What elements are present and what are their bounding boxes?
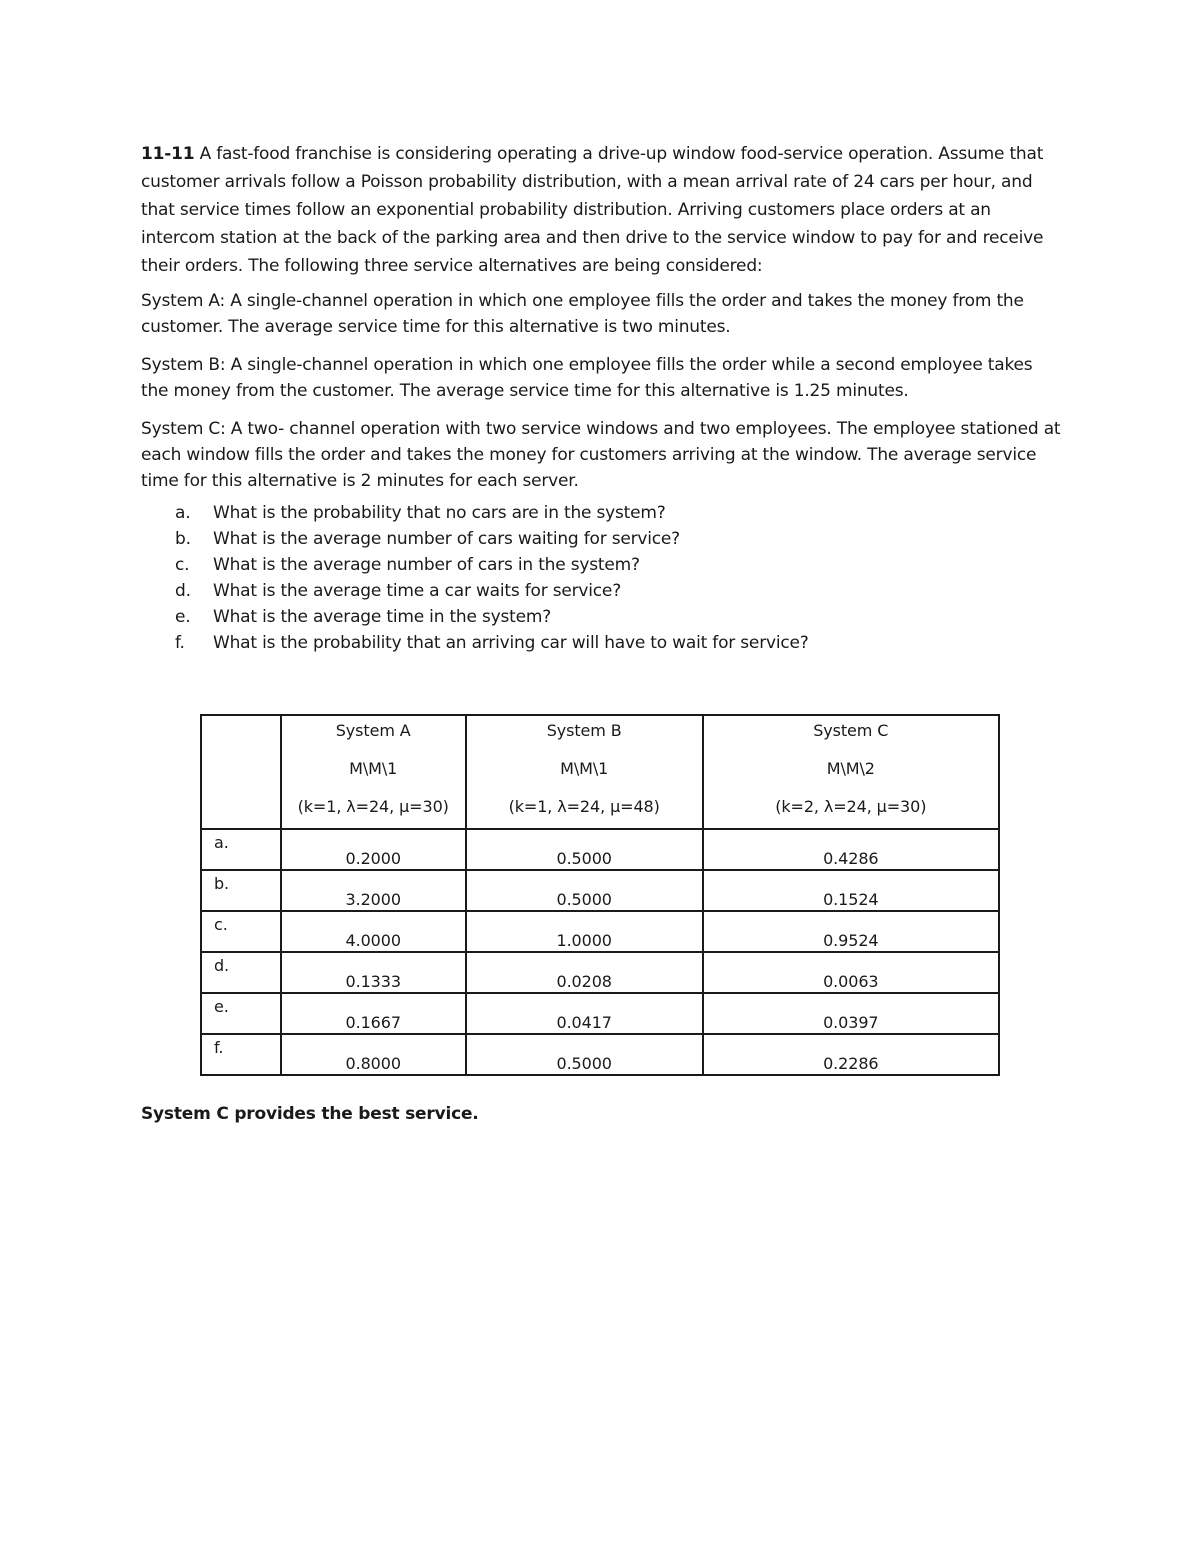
table-row [201, 952, 999, 993]
question-text: What is the probability that an arriving car will have to wait for service? [213, 633, 809, 653]
table-cell: 0.0417 [466, 993, 703, 1034]
table-cell: 0.2286 [703, 1034, 999, 1075]
row-label: c. [201, 911, 281, 952]
header-model: M\M\2 [826, 759, 875, 778]
question-item [141, 578, 1061, 604]
header-model: M\M\1 [349, 759, 398, 778]
question-letter: e. [175, 607, 191, 627]
problem-intro [141, 140, 1061, 280]
row-label: f. [201, 1034, 281, 1075]
system-c-description: System C: A two- channel operation with two service windows and two employees. The employee stationed at each window fills the order and takes the money for customers arriving at the window. The average service time for this alternative is 2 minutes for each server. [141, 419, 1061, 491]
system-a-description: System A: A single-channel operation in which one employee fills the order and takes the money from the customer. The average service time for this alternative is two minutes. [141, 291, 1024, 337]
header-params: (k=1, λ=24, μ=30) [297, 797, 449, 816]
question-text: What is the average number of cars in the system? [213, 555, 640, 575]
problem-intro-text: A fast-food franchise is considering operating a drive-up window food-service operation. Assume that customer arrivals follow a Poisson probability distribution, with a mean arrival rate of 24 cars per hour, and that service times follow an exponential probability distribution. Arriving customers place orders at an intercom station at the back of the parking area and then drive to the service window to pay for and receive their orders. The following three service alternatives are being considered: [141, 144, 1044, 276]
table-cell: 0.5000 [466, 1034, 703, 1075]
header-system-b [466, 715, 703, 829]
header-system-name: System B [546, 721, 622, 740]
table-row [201, 870, 999, 911]
table-cell: 0.1333 [281, 952, 466, 993]
table-cell: 0.1667 [281, 993, 466, 1034]
document-body [141, 140, 1061, 656]
row-label: a. [201, 829, 281, 870]
table-cell: 0.0208 [466, 952, 703, 993]
table-cell: 0.5000 [466, 829, 703, 870]
question-item [141, 552, 1061, 578]
table-row [201, 829, 999, 870]
question-letter: f. [175, 633, 185, 653]
table-cell: 4.0000 [281, 911, 466, 952]
system-b-description: System B: A single-channel operation in which one employee fills the order while a second employee takes the money from the customer. The average service time for this alternative is 1.25 minutes. [141, 355, 1033, 401]
table-cell: 0.5000 [466, 870, 703, 911]
table-cell: 0.9524 [703, 911, 999, 952]
question-list [141, 500, 1061, 656]
question-item [141, 526, 1061, 552]
row-label: d. [201, 952, 281, 993]
question-item [141, 604, 1061, 630]
question-text: What is the average time in the system? [213, 607, 552, 627]
header-params: (k=1, λ=24, μ=48) [508, 797, 660, 816]
table-cell: 0.4286 [703, 829, 999, 870]
header-model: M\M\1 [560, 759, 609, 778]
row-label: b. [201, 870, 281, 911]
problem-number: 11-11 [141, 144, 195, 164]
table-row [201, 911, 999, 952]
row-label: e. [201, 993, 281, 1034]
header-empty-cell [201, 715, 281, 829]
table-header-row [201, 715, 999, 829]
header-system-c [703, 715, 999, 829]
question-letter: c. [175, 555, 190, 575]
header-system-a [281, 715, 466, 829]
table-cell: 0.0397 [703, 993, 999, 1034]
question-letter: d. [175, 581, 191, 601]
question-letter: b. [175, 529, 191, 549]
table-cell: 0.0063 [703, 952, 999, 993]
question-item [141, 630, 1061, 656]
question-letter: a. [175, 503, 191, 523]
results-table [200, 714, 1000, 1076]
table-cell: 0.8000 [281, 1034, 466, 1075]
table-cell: 3.2000 [281, 870, 466, 911]
question-item [141, 500, 1061, 526]
table-cell: 1.0000 [466, 911, 703, 952]
question-text: What is the average time a car waits for service? [213, 581, 622, 601]
question-text: What is the probability that no cars are in the system? [213, 503, 666, 523]
header-params: (k=2, λ=24, μ=30) [775, 797, 927, 816]
conclusion-text: System C provides the best service. [141, 1104, 479, 1124]
header-system-name: System C [813, 721, 889, 740]
table-cell: 0.1524 [703, 870, 999, 911]
table-row [201, 1034, 999, 1075]
header-system-name: System A [335, 721, 411, 740]
table-row [201, 993, 999, 1034]
table-cell: 0.2000 [281, 829, 466, 870]
question-text: What is the average number of cars waiting for service? [213, 529, 681, 549]
